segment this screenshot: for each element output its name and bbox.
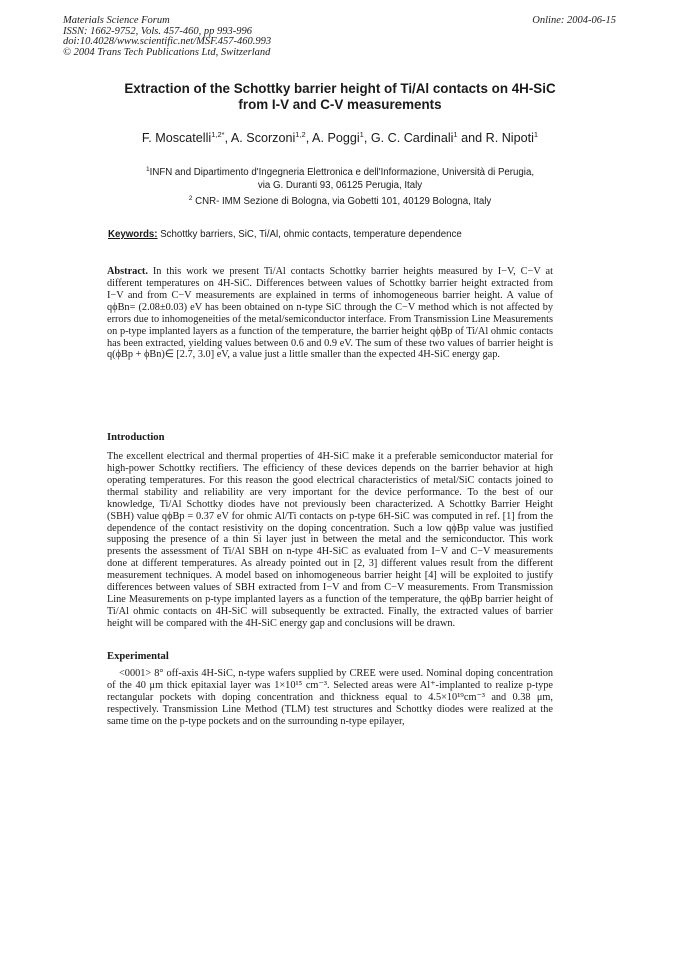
paper-title [70,81,610,112]
journal-name: Materials Science Forum [63,15,170,26]
author-affil-sup: 1,2 [295,130,306,139]
introduction-text: The excellent electrical and thermal properties of 4H-SiC make it a preferable semiconductor material for high-power Schottky rectifiers. The efficiency of these devices depends on the barrier behavior at high operating temperatures. For this reason the good electrical characteristics of metal/SiC contacts joined to thermal stability and reliability are very important for the device performance. To the best of our knowledge, Ti/Al Schottky diodes have not previously been characterized. A Schottky Barrier Height (SBH) value qϕBp = 0.37 eV for ohmic Al/Ti contacts on p-type 6H-SiC was computed in ref. [1] from the dependence of the contact resistivity on the doping concentration. Such a low qϕBp value was justified supposing the presence of a thin Si layer just in between the metal and the semiconductor. This work presents the assessment of Ti/Al SBH on n-type 4H-SiC as evaluated from I−V and C−V measurements done at different temperatures. As already pointed out in [2, 3] different values result from the different measurement techniques. A model based on inhomogeneous barrier height [4] will be exploited to justify differences between values of SBH extracted from I−V and from C−V measurements. From Transmission Line Measurements on p-type implanted layers as a function of the temperature, the qϕBp barrier height of Ti/Al ohmic contacts on 4H-SiC will subsequently be extracted. Finally, the extracted values of barrier height will be compared with the 4H-SiC energy gap and conclusions will be drawn. [107,451,553,629]
author-name: R. Nipoti [485,131,534,145]
introduction-heading: Introduction [107,432,165,443]
copyright-line: © 2004 Trans Tech Publications Ltd, Switzerland [63,46,271,58]
title-line-1: Extraction of the Schottky barrier height of Ti/Al contacts on 4H-SiC [124,81,556,96]
affiliation-1: $^1$INFN and Dipartimento d'Ingegneria Elettronica e dell'Informazione, Università di Perugia, via G. Duranti 93, 06125 Perugia, Italy [145,166,535,191]
title-line-2: from I-V and C-V measurements [238,96,442,112]
online-date: Online: 2004-06-15 [532,15,616,26]
author-name: F. Moscatelli [141,131,212,145]
abstract [107,266,553,361]
abstract-label: Abstract. [107,266,148,277]
experimental-heading: Experimental [107,651,169,662]
author-list: F. Moscatelli$^{1,2*}$, A. Scorzoni$^{1,2}$, A. Poggi$^1$, G. C. Cardinali$^1$ and R. Nipoti$^1$ [141,130,539,145]
abstract-text: In this work we present Ti/Al contacts Schottky barrier heights measured by I−V, C−V at different temperatures on 4H-SiC. Differences between values of Schottky barrier height extracted from I−V and from C−V measurements are explained in terms of inhomogeneous barrier height. A value of qϕBn= (2.08±0.03) eV has been obtained on n-type SiC through the C−V method which is not affected by errors due to inhomogeneities of the metal/semiconductor interface. From Transmission Line Measurements on p-type implanted layers as a function of the temperature, the barrier height qϕBp of Ti/Al ohmic contacts has been extracted, yielding values between 0.6 and 0.9 eV. The sum of these two values of barrier height is q(ϕBp + ϕBn)∈ [2.7, 3.0] eV, a value just a little smaller than the expected 4H-SiC energy gap. [107,266,553,361]
author-affil-sup: 1 [359,130,364,139]
keywords-text: Schottky barriers, SiC, Ti/Al, ohmic contacts, temperature dependence [157,229,462,240]
keywords [108,229,462,240]
author-name: G. C. Cardinali [370,131,454,145]
issn-line: ISSN: 1662-9752, Vols. 457-460, pp 993-996 [63,25,252,37]
author-affil-sup: 1 [533,130,539,139]
affiliation-2: $^2$ CNR- IMM Sezione di Bologna, via Gobetti 101, 40129 Bologna, Italy [188,195,492,207]
keywords-label: Keywords: [108,229,158,240]
author-affil-sup: 1,2* [211,130,225,139]
author-name: A. Scorzoni [230,131,296,145]
experimental-text: <0001> 8° off-axis 4H-SiC, n-type wafers supplied by CREE were used. Nominal doping concentration of the 40 μm thick epitaxial layer was 1×10¹⁵ cm⁻³. Selected areas were Al⁺-implanted to realize p-type rectangular pockets with doping concentration and thickness equal to 4.5×10¹⁹cm⁻³ and 0.38 μm, respectively. Transmission Line Method (TLM) test structures and Schottky diodes were realized at the same time on the p-type pockets and on the surrounding n-type epilayer, [107,668,553,727]
doi-line: doi:10.4028/www.scientific.net/MSF.457-460.993 [63,36,272,48]
author-name: A. Poggi [312,131,360,145]
author-affil-sup: 1 [453,130,458,139]
